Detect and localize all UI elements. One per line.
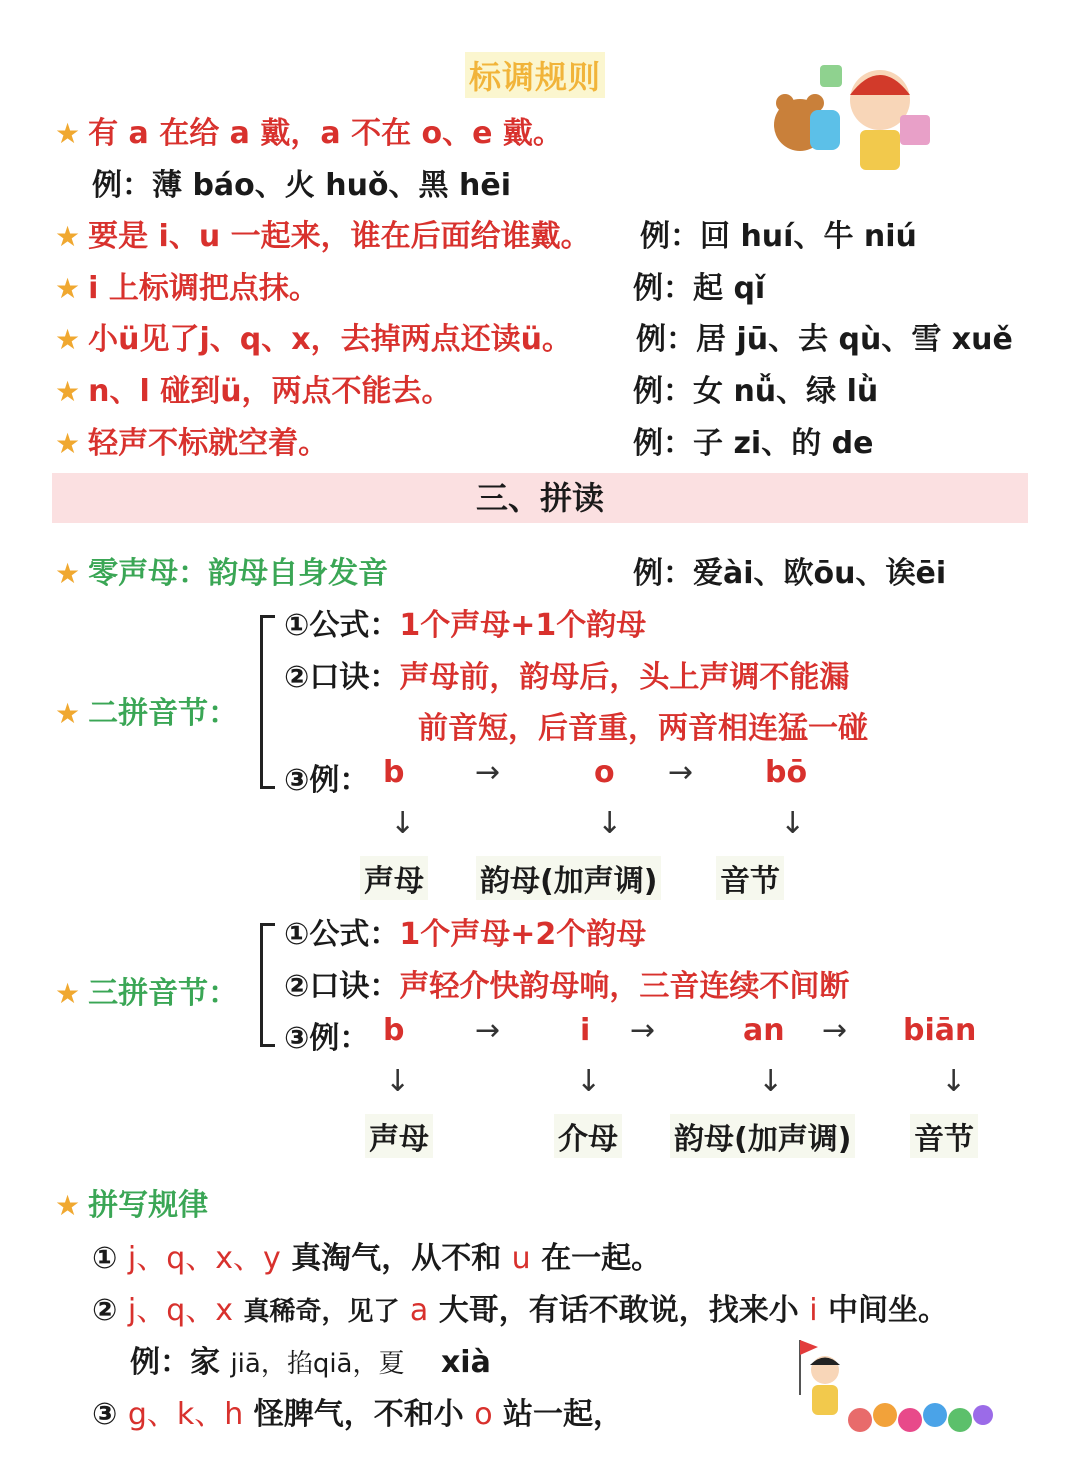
spelling-rule-1: ① j、q、x、y 真淘气，从不和 u 在一起。	[92, 1241, 662, 1276]
down-arrow-icon: ↓	[758, 1064, 784, 1099]
rule-4: ★ 小ü见了j、q、x，去掉两点还读ü。	[55, 322, 572, 357]
section-banner: 三、拼读	[52, 473, 1028, 523]
three-ex-initial: b	[383, 1013, 405, 1048]
two-ex-initial: b	[383, 755, 405, 790]
rule-1-example: 例：薄 báo、火 huǒ、黑 hēi	[92, 168, 511, 203]
label-syllable: 音节	[910, 1114, 978, 1158]
star-icon: ★	[55, 323, 81, 356]
down-arrow-icon: ↓	[390, 806, 416, 841]
spelling-example: 例：家 jiā，掐qiā，夏 xià	[130, 1345, 491, 1380]
children-illustration-icon	[760, 55, 940, 185]
bracket	[260, 923, 275, 1047]
three-ex-syllable: biān	[903, 1013, 977, 1048]
rule-1: ★ 有 a 在给 a 戴，a 不在 o、e 戴。	[55, 116, 563, 151]
child-with-flag-illustration-icon	[770, 1335, 1000, 1445]
rule-5-example: 例：女 nǚ、绿 lǜ	[633, 374, 879, 409]
rule-2-example: 例：回 huí、牛 niú	[640, 219, 917, 254]
two-rhyme: ②口诀：声母前，韵母后，头上声调不能漏	[284, 660, 850, 695]
right-arrow-icon: →	[475, 1013, 501, 1048]
spelling-rule-3: ③ g、k、h 怪脾气，不和小 o 站一起，	[92, 1397, 624, 1432]
two-example-key: ③例：	[284, 763, 370, 798]
down-arrow-icon: ↓	[576, 1064, 602, 1099]
three-ex-medial: i	[580, 1013, 591, 1048]
three-rhyme: ②口诀：声轻介快韵母响，三音连续不间断	[284, 969, 850, 1004]
rule-2: ★ 要是 i、u 一起来，谁在后面给谁戴。	[55, 219, 591, 254]
rule-6: ★ 轻声不标就空着。	[55, 426, 329, 461]
label-initial: 声母	[360, 856, 428, 900]
label-initial: 声母	[365, 1114, 433, 1158]
star-icon: ★	[55, 117, 81, 150]
zero-initial-example: 例：爱ài、欧ōu、诶ēi	[633, 556, 947, 591]
page-title: 标调规则	[465, 52, 605, 98]
label-medial: 介母	[554, 1114, 622, 1158]
label-syllable: 音节	[716, 856, 784, 900]
three-ex-final: an	[743, 1013, 785, 1048]
spelling-title: ★ 拼写规律	[55, 1188, 209, 1223]
three-example-key: ③例：	[284, 1021, 370, 1056]
two-rhyme-line2: 前音短，后音重，两音相连猛一碰	[418, 711, 868, 746]
label-final-tone: 韵母(加声调)	[670, 1114, 855, 1158]
two-ex-final: o	[594, 755, 615, 790]
right-arrow-icon: →	[668, 755, 694, 790]
two-ex-syllable: bō	[765, 755, 808, 790]
star-icon: ★	[55, 1189, 81, 1222]
down-arrow-icon: ↓	[941, 1064, 967, 1099]
spelling-rule-2: ② j、q、x 真稀奇，见了 a 大哥，有话不敢说，找来小 i 中间坐。	[92, 1293, 949, 1328]
two-formula: ①公式：1个声母+1个韵母	[284, 608, 647, 643]
star-icon: ★	[55, 220, 81, 253]
rule-6-example: 例：子 zi、的 de	[633, 426, 874, 461]
rule-5: ★ n、l 碰到ü，两点不能去。	[55, 374, 452, 409]
star-icon: ★	[55, 557, 81, 590]
right-arrow-icon: →	[630, 1013, 656, 1048]
rule-3: ★ i 上标调把点抹。	[55, 271, 319, 306]
star-icon: ★	[55, 375, 81, 408]
rule-3-example: 例：起 qǐ	[633, 271, 766, 306]
two-syllable-label: ★ 二拼音节：	[55, 696, 239, 731]
right-arrow-icon: →	[475, 755, 501, 790]
star-icon: ★	[55, 977, 81, 1010]
down-arrow-icon: ↓	[780, 806, 806, 841]
three-syllable-label: ★ 三拼音节：	[55, 976, 239, 1011]
rule-4-example: 例：居 jū、去 qù、雪 xuě	[636, 322, 1013, 357]
three-formula: ①公式：1个声母+2个韵母	[284, 917, 647, 952]
zero-initial-rule: ★ 零声母：韵母自身发音	[55, 556, 389, 591]
star-icon: ★	[55, 427, 81, 460]
star-icon: ★	[55, 272, 81, 305]
down-arrow-icon: ↓	[385, 1064, 411, 1099]
down-arrow-icon: ↓	[597, 806, 623, 841]
star-icon: ★	[55, 697, 81, 730]
bracket	[260, 615, 275, 789]
label-final-tone: 韵母(加声调)	[476, 856, 661, 900]
right-arrow-icon: →	[822, 1013, 848, 1048]
